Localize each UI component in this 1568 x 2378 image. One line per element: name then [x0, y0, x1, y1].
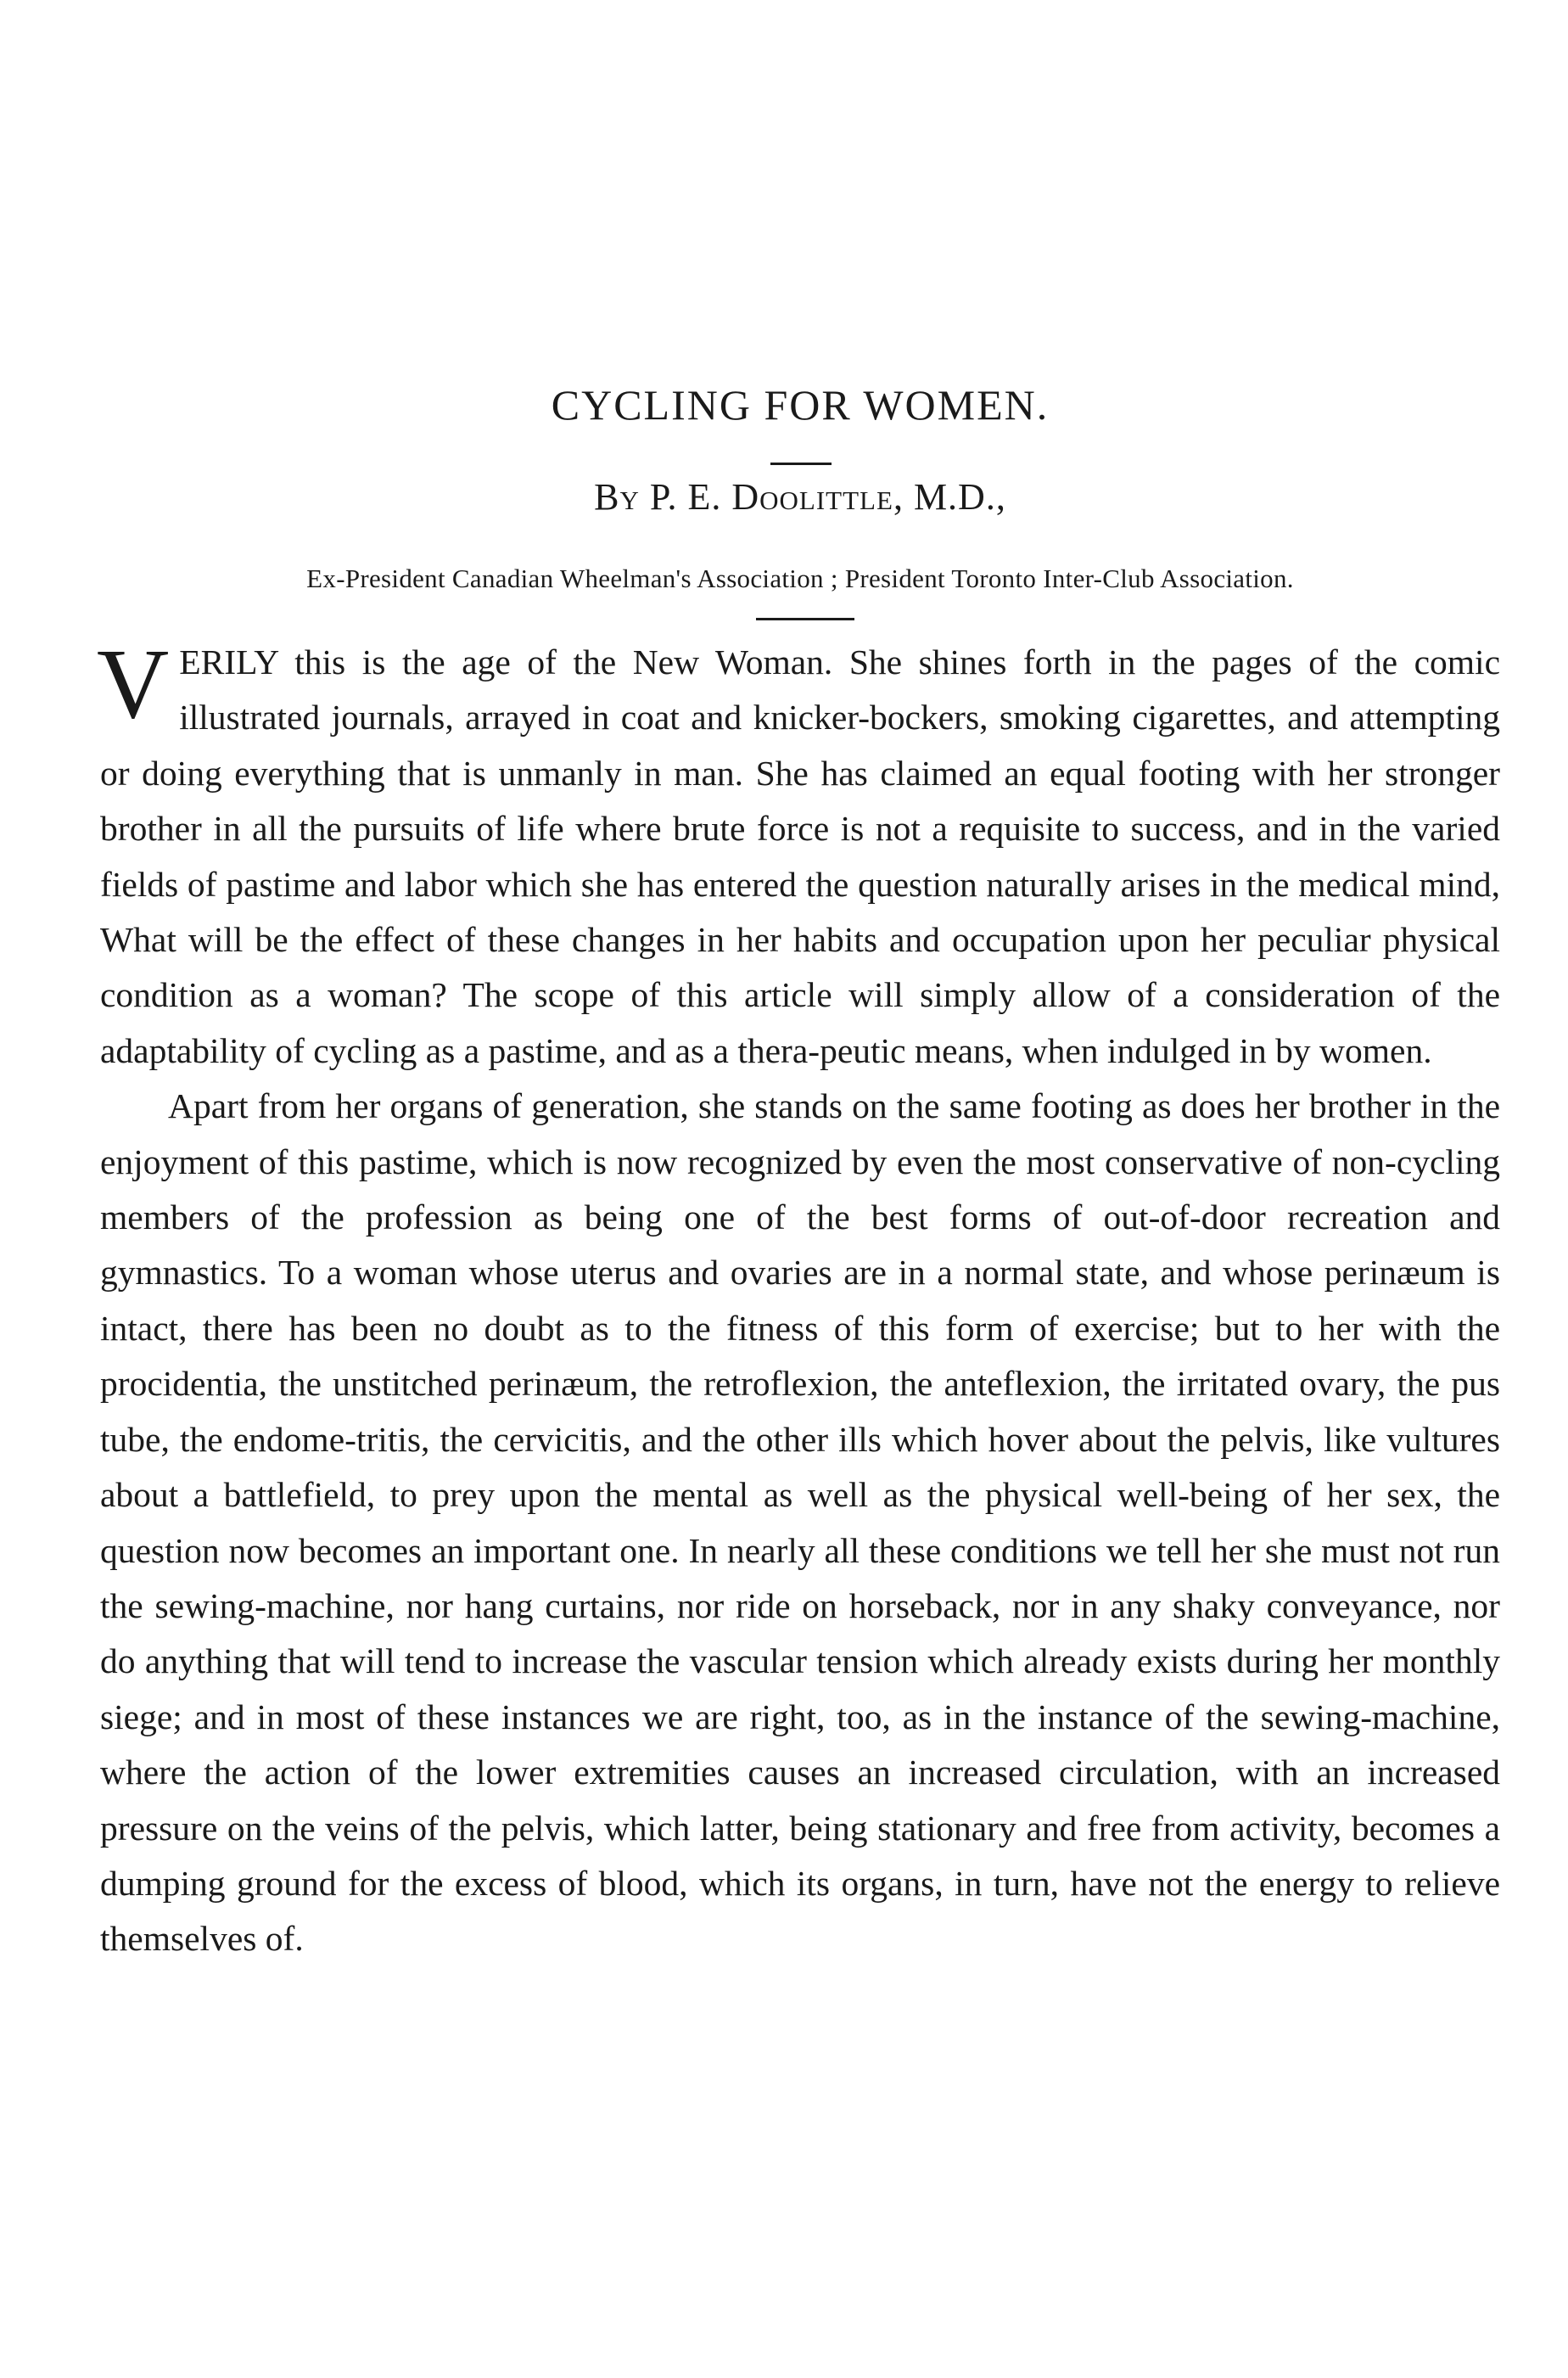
- paragraph-1-text: ERILY this is the age of the New Woman. She shines forth in the pages of the comic illustrated journals, arrayed in coat and knicker-bockers, smoking cigarettes, and attempting or doing everything that is unmanly in man. She has claimed an equal footing with her stronger brother in all the pursuits of life where brute force is not a requisite to success, and in the varied fields of pastime and labor which she has entered the question naturally arises in the medical mind, What will be the effect of these changes in her habits and occupation upon her peculiar physical condition as a woman? The scope of this article will simply allow of a consideration of the adaptability of cycling as a pastime, and as a thera-peutic means, when indulged in by women.: [100, 642, 1500, 1070]
- drop-cap: V: [97, 628, 170, 739]
- paragraph-2: [100, 1079, 1500, 1967]
- article-title: CYCLING FOR WOMEN.: [551, 381, 1050, 429]
- author-surname: Doolittle: [731, 476, 893, 518]
- title-rule: [770, 463, 832, 465]
- paragraph-1: [97, 628, 1500, 1079]
- byline: [100, 475, 1500, 519]
- author-affiliation: Ex-President Canadian Wheelman's Association ; President Toronto Inter-Club Association.: [306, 564, 1294, 593]
- paragraph-2-text: Apart from her organs of generation, she stands on the same footing as does her brother in the enjoyment of this pastime, which is now recognized by even the most conservative of non-cycling members of the profession as being one of the best forms of out-of-door recreation and gymnastics. To a woman whose uterus and ovaries are in a normal state, and whose perinæum is intact, there has been no doubt as to the fitness of this form of exercise; but to her with the procidentia, the unstitched perinæum, the retroflexion, the anteflexion, the irritated ovary, the pus tube, the endome-tritis, the cervicitis, and the other ills which hover about the pelvis, like vultures about a battlefield, to prey upon the mental as well as the physical well-being of her sex, the question now becomes an important one. In nearly all these conditions we tell her she must not run the sewing-machine, nor hang curtains, nor ride on horseback, nor in any shaky conveyance, nor do anything that will tend to increase the vascular tension which already exists during her monthly siege; and in most of these instances we are right, too, as in the instance of the sewing-machine, where the action of the lower extremities causes an increased circulation, with an increased pressure on the veins of the pelvis, which latter, being stationary and free from activity, becomes a dumping ground for the excess of blood, which its organs, in turn, have not the energy to relieve themselves of.: [100, 1086, 1500, 1959]
- article-body: [97, 628, 1500, 1967]
- affiliation-rule: [756, 618, 854, 620]
- byline-prefix: By: [594, 476, 640, 518]
- author-degree: , M.D.,: [893, 476, 1006, 518]
- author-initials: P. E.: [649, 476, 722, 518]
